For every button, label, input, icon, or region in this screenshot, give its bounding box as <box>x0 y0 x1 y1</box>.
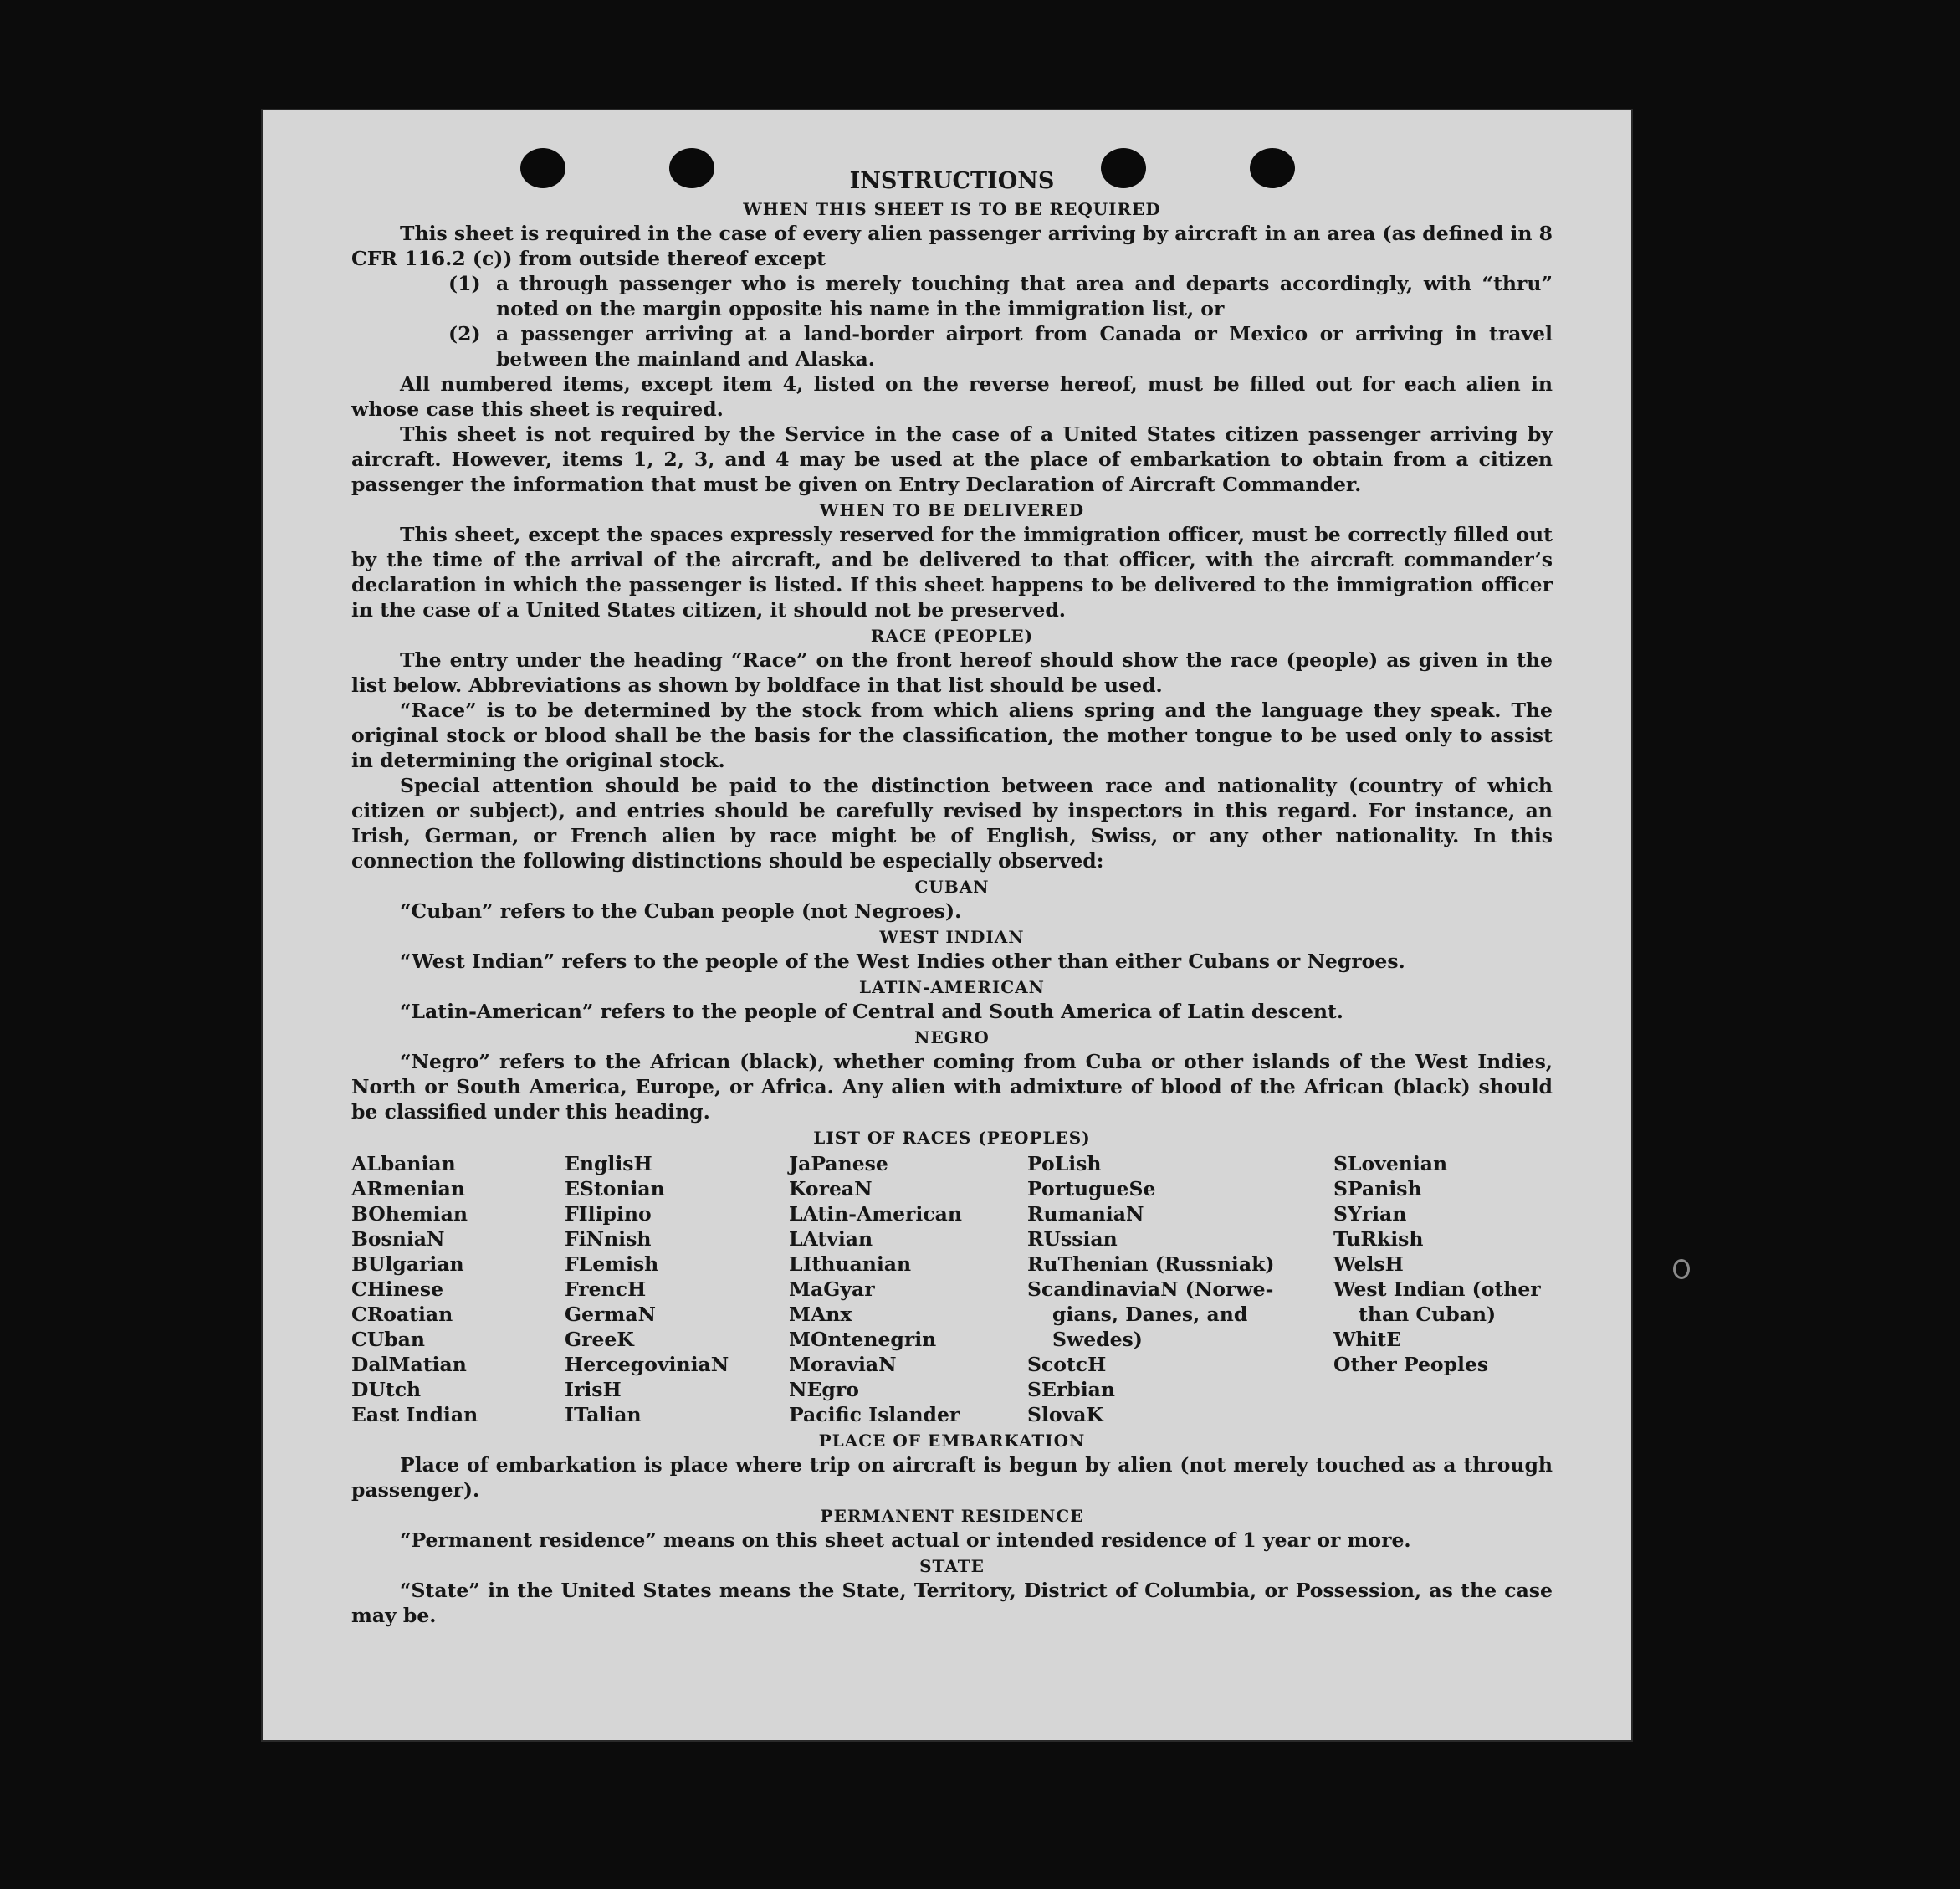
race-entry: GermaN <box>565 1303 656 1326</box>
race-entry: gians, Danes, and <box>1052 1303 1248 1326</box>
list-number: (1) <box>448 272 481 295</box>
race-entry: LAtin-American <box>789 1202 962 1226</box>
list-item <box>351 321 1553 371</box>
section-heading: WHEN THIS SHEET IS TO BE REQUIRED <box>743 199 1161 219</box>
race-entry: LAtvian <box>789 1227 873 1251</box>
paragraph: “Latin-American” refers to the people of Central and South America of Latin descent. <box>400 1000 1343 1023</box>
paragraph: This sheet, except the spaces expressly reserved for the immigration officer, must be correctly filled out by the time of the arrival of the aircraft, and be delivered to that officer, with the aircraft commander’s declaration in which the passenger is listed. If this sheet happens to be delivered to the immigration officer in the case of a United States citizen, it should not be preserved. <box>351 523 1553 622</box>
race-list <box>351 1151 1553 1427</box>
race-entry <box>1333 1402 1553 1427</box>
paragraph: The entry under the heading “Race” on the front hereof should show the race (people) as given in the list below. Abbreviations as shown by boldface in that list should be used. <box>351 648 1553 697</box>
list-number: (2) <box>448 322 481 346</box>
paragraph: “Cuban” refers to the Cuban people (not Negroes). <box>400 899 962 923</box>
list-item <box>351 271 1553 321</box>
race-entry: RuThenian (Russniak) <box>1027 1252 1275 1276</box>
race-entry: LIthuanian <box>789 1252 912 1276</box>
race-entry: DUtch <box>351 1378 422 1401</box>
section-heading: PLACE OF EMBARKATION <box>818 1431 1086 1451</box>
race-entry: GreeK <box>565 1328 634 1351</box>
race-entry: ITalian <box>565 1403 642 1426</box>
document-sheet <box>263 110 1631 1740</box>
race-entry: CUban <box>351 1328 425 1351</box>
race-entry: EnglisH <box>565 1152 652 1175</box>
race-entry <box>1333 1377 1553 1402</box>
race-entry: RumaniaN <box>1027 1202 1144 1226</box>
section-heading: WHEN TO BE DELIVERED <box>819 500 1085 520</box>
instructions-text <box>351 167 1553 1628</box>
race-entry: SlovaK <box>1027 1403 1103 1426</box>
race-entry: PortugueSe <box>1027 1177 1156 1200</box>
race-entry: RUssian <box>1027 1227 1118 1251</box>
section-heading: CUBAN <box>914 877 990 897</box>
paragraph: “State” in the United States means the State, Territory, District of Columbia, or Possession, as the case may be. <box>351 1579 1553 1627</box>
race-entry: WhitE <box>1333 1328 1402 1351</box>
paragraph: This sheet is not required by the Service in the case of a United States citizen passenger arriving by aircraft. However, items 1, 2, 3, and 4 may be used at the place of embarkation to obtain from a citizen passenger the information that must be given on Entry Declaration of Aircraft Commander. <box>351 422 1553 496</box>
race-entry: MAnx <box>789 1303 852 1326</box>
race-entry: KoreaN <box>789 1177 873 1200</box>
race-entry: MOntenegrin <box>789 1328 937 1351</box>
paragraph: “Negro” refers to the African (black), whether coming from Cuba or other islands of the West Indies, North or South America, Europe, or Africa. Any alien with admixture of blood of the African (black) should be classified under this heading. <box>351 1050 1553 1124</box>
race-entry: Swedes) <box>1052 1328 1143 1351</box>
list-item-text: a through passenger who is merely touching that area and departs accordingly, with “thru” noted on the margin opposite his name in the immigration list, or <box>496 272 1553 320</box>
race-entry: HercegoviniaN <box>565 1353 729 1376</box>
race-entry: JaPanese <box>789 1152 888 1175</box>
race-entry: DalMatian <box>351 1353 467 1376</box>
paragraph: All numbered items, except item 4, listed on the reverse hereof, must be filled out for each alien in whose case this sheet is required. <box>351 372 1553 421</box>
race-entry: ARmenian <box>351 1177 465 1200</box>
section-heading: PERMANENT RESIDENCE <box>820 1506 1084 1526</box>
race-entry: FIlipino <box>565 1202 652 1226</box>
race-entry: WelsH <box>1333 1252 1404 1276</box>
race-entry: MoraviaN <box>789 1353 897 1376</box>
race-entry: BOhemian <box>351 1202 468 1226</box>
race-entry: BUlgarian <box>351 1252 464 1276</box>
race-entry: than Cuban) <box>1359 1303 1497 1326</box>
race-entry: FLemish <box>565 1252 659 1276</box>
race-entry: ScandinaviaN (Norwe- <box>1027 1277 1274 1301</box>
race-entry: West Indian (other <box>1333 1277 1541 1301</box>
race-entry: CRoatian <box>351 1303 453 1326</box>
paragraph: Place of embarkation is place where trip on aircraft is begun by alien (not merely touched as a through passenger). <box>351 1453 1553 1502</box>
race-entry: SErbian <box>1027 1378 1115 1401</box>
paragraph: “Permanent residence” means on this sheet actual or intended residence of 1 year or more. <box>400 1528 1411 1552</box>
section-heading: WEST INDIAN <box>879 927 1025 947</box>
list-item-text: a passenger arriving at a land-border airport from Canada or Mexico or arriving in travel between the mainland and Alaska. <box>496 322 1553 371</box>
paragraph: “West Indian” refers to the people of the West Indies other than either Cubans or Negroes. <box>400 950 1405 973</box>
race-entry: EStonian <box>565 1177 665 1200</box>
race-entry: FiNnish <box>565 1227 652 1251</box>
race-entry: Other Peoples <box>1333 1353 1489 1376</box>
race-entry: ALbanian <box>351 1152 456 1175</box>
section-heading: LIST OF RACES (PEOPLES) <box>813 1128 1091 1148</box>
race-entry: BosniaN <box>351 1227 445 1251</box>
race-entry: NEgro <box>789 1378 859 1401</box>
race-entry: MaGyar <box>789 1277 875 1301</box>
race-entry: SPanish <box>1333 1177 1422 1200</box>
page-title: INSTRUCTIONS <box>849 168 1055 194</box>
race-entry: IrisH <box>565 1378 622 1401</box>
race-entry: TuRkish <box>1333 1227 1424 1251</box>
race-entry: PoLish <box>1027 1152 1102 1175</box>
race-entry: SLovenian <box>1333 1152 1448 1175</box>
race-entry: CHinese <box>351 1277 444 1301</box>
race-entry: FrencH <box>565 1277 647 1301</box>
race-entry: ScotcH <box>1027 1353 1107 1376</box>
section-heading: STATE <box>919 1556 985 1576</box>
paragraph: “Race” is to be determined by the stock from which aliens spring and the language they speak. The original stock or blood shall be the basis for the classification, the mother tongue to be used only to assist in determining the original stock. <box>351 699 1553 772</box>
race-entry: East Indian <box>351 1403 478 1426</box>
paragraph: Special attention should be paid to the distinction between race and nationality (country of which citizen or subject), and entries should be carefully revised by inspectors in this regard. For instance, an Irish, German, or French alien by race might be of English, Swiss, or any other nationality. In this connection the following distinctions should be especially observed: <box>351 774 1553 873</box>
section-heading: RACE (PEOPLE) <box>870 626 1034 646</box>
section-heading: LATIN-AMERICAN <box>859 977 1045 997</box>
race-entry: Pacific Islander <box>789 1403 960 1426</box>
paragraph: This sheet is required in the case of every alien passenger arriving by aircraft in an area (as defined in 8 CFR 116.2 (c)) from outside thereof except <box>351 222 1553 270</box>
film-speck <box>1673 1259 1690 1279</box>
section-heading: NEGRO <box>914 1027 990 1047</box>
race-entry: SYrian <box>1333 1202 1407 1226</box>
